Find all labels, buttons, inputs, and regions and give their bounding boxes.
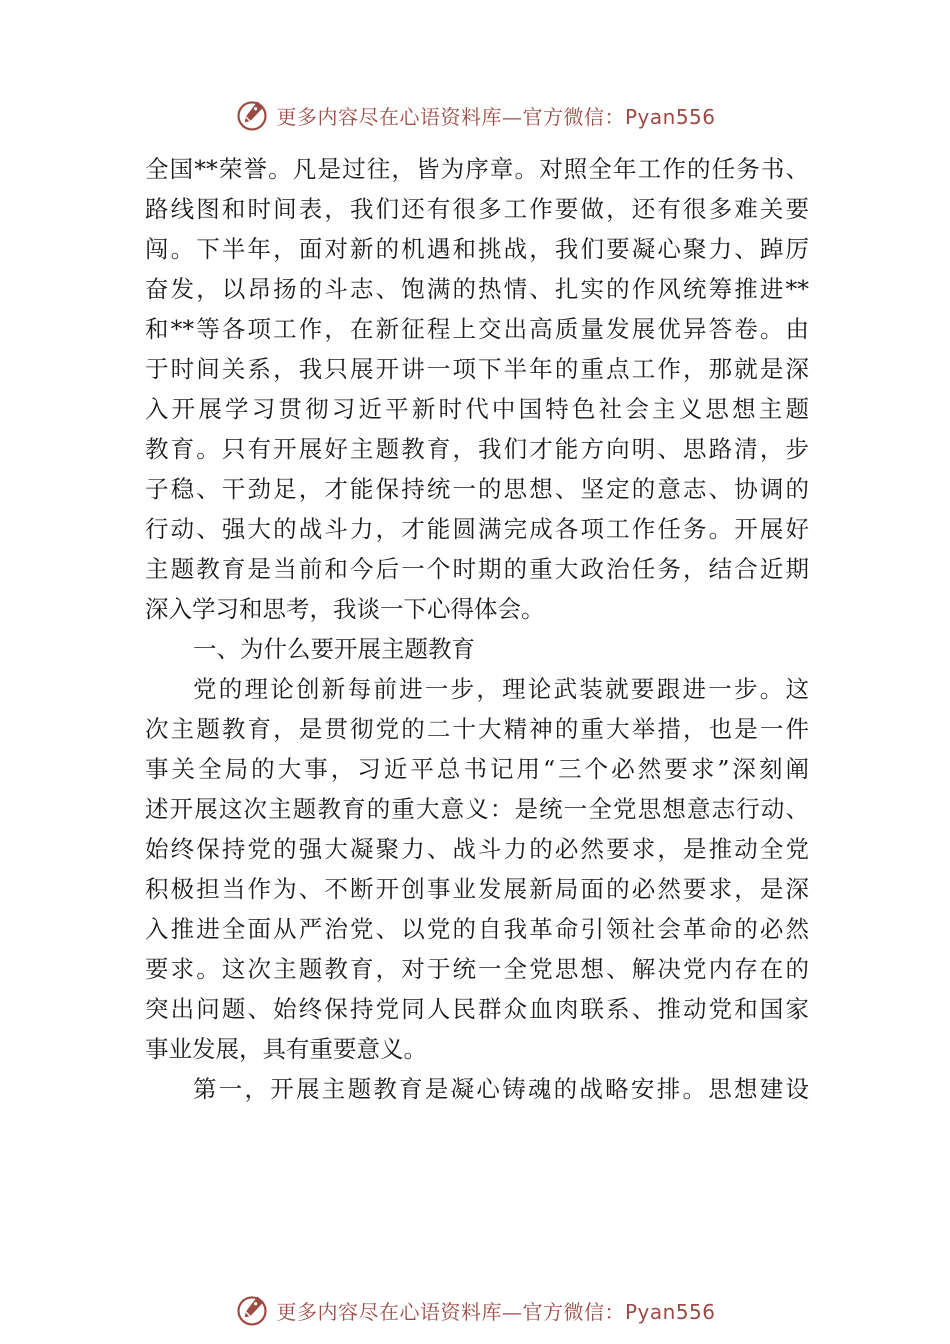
banner-text: 更多内容尽在心语资料库—官方微信：Pyan556 bbox=[276, 104, 716, 129]
text-line: 党的理论创新每前进一步，理论武装就要跟进一步。这 bbox=[193, 675, 809, 703]
text-line: 入推进全面从严治党、以党的自我革命引领社会革命的必然 bbox=[145, 915, 809, 943]
text-line: 次主题教育，是贯彻党的二十大精神的重大举措，也是一件 bbox=[145, 715, 809, 743]
wechat-id: Pyan556 bbox=[624, 1299, 716, 1324]
wechat-id: Pyan556 bbox=[624, 104, 716, 129]
banner-text: 更多内容尽在心语资料库—官方微信：Pyan556 bbox=[276, 1299, 716, 1324]
text-line: 教育。只有开展好主题教育，我们才能方向明、思路清，步 bbox=[145, 435, 809, 463]
text-line: 第一，开展主题教育是凝心铸魂的战略安排。思想建设 bbox=[193, 1075, 809, 1103]
header-banner bbox=[0, 95, 950, 135]
text-line: 事业发展，具有重要意义。 bbox=[145, 1035, 427, 1063]
text-line: 奋发，以昂扬的斗志、饱满的热情、扎实的作风统筹推进** bbox=[145, 275, 809, 303]
text-line: 行动、强大的战斗力，才能圆满完成各项工作任务。开展好 bbox=[145, 515, 809, 543]
text-line: 要求。这次主题教育，对于统一全党思想、解决党内存在的 bbox=[145, 955, 809, 983]
text-line: 事关全局的大事，习近平总书记用“三个必然要求”深刻阐 bbox=[145, 755, 809, 783]
pen-nib-logo-icon bbox=[234, 1292, 270, 1328]
text-line: 子稳、干劲足，才能保持统一的思想、坚定的意志、协调的 bbox=[145, 475, 809, 503]
footer-banner bbox=[0, 1290, 950, 1330]
text-line: 积极担当作为、不断开创事业发展新局面的必然要求，是深 bbox=[145, 875, 809, 903]
text-line: 始终保持党的强大凝聚力、战斗力的必然要求，是推动全党 bbox=[145, 835, 809, 863]
text-line: 述开展这次主题教育的重大意义：是统一全党思想意志行动、 bbox=[145, 795, 809, 823]
text-line: 主题教育是当前和今后一个时期的重大政治任务，结合近期 bbox=[145, 555, 809, 583]
pen-nib-logo-icon bbox=[234, 97, 270, 133]
text-line: 全国**荣誉。凡是过往，皆为序章。对照全年工作的任务书、 bbox=[145, 155, 809, 183]
text-line: 深入学习和思考，我谈一下心得体会。 bbox=[145, 595, 545, 623]
text-line: 入开展学习贯彻习近平新时代中国特色社会主义思想主题 bbox=[145, 395, 809, 423]
text-line: 于时间关系，我只展开讲一项下半年的重点工作，那就是深 bbox=[145, 355, 809, 383]
section-heading: 一、为什么要开展主题教育 bbox=[193, 635, 475, 663]
text-line: 突出问题、始终保持党同人民群众血肉联系、推动党和国家 bbox=[145, 995, 809, 1023]
text-line: 和**等各项工作，在新征程上交出高质量发展优异答卷。由 bbox=[145, 315, 809, 343]
text-line: 路线图和时间表，我们还有很多工作要做，还有很多难关要 bbox=[145, 195, 809, 223]
text-line: 闯。下半年，面对新的机遇和挑战，我们要凝心聚力、踔厉 bbox=[145, 235, 809, 263]
document-body bbox=[145, 149, 809, 1109]
